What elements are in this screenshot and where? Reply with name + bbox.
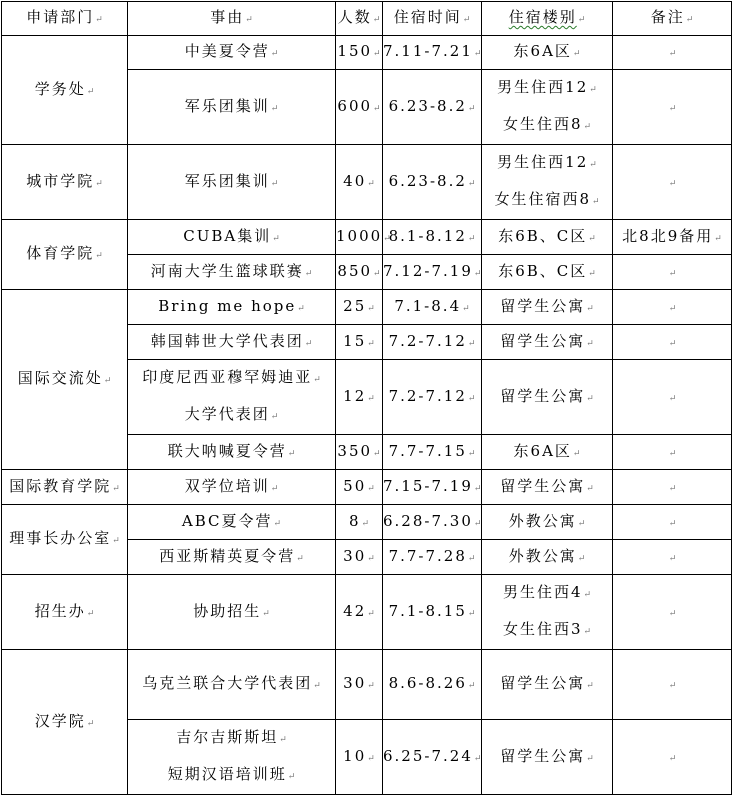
header-dept: 申请部门↵	[2, 2, 128, 36]
table-body	[2, 36, 732, 795]
note-cell: ↵	[613, 70, 732, 145]
time-cell: 6.23-8.2↵	[383, 70, 482, 145]
table-row	[2, 36, 732, 70]
note-cell: ↵	[613, 575, 732, 650]
time-cell: 7.15-7.19↵	[383, 470, 482, 505]
note-cell: ↵	[613, 470, 732, 505]
event-cell: 西亚斯精英夏令营↵	[128, 540, 336, 575]
time-cell: 6.25-7.24↵	[383, 720, 482, 795]
building-cell: 男生住西4↵ 女生住西3↵	[482, 575, 613, 650]
note-cell: ↵	[613, 360, 732, 435]
note-cell: 北8北9备用↵	[613, 220, 732, 255]
time-cell: 6.23-8.2↵	[383, 145, 482, 220]
count-cell: 350↵	[336, 435, 383, 470]
building-cell: 男生住西12↵ 女生住西8↵	[482, 70, 613, 145]
time-cell: 7.11-7.21↵	[383, 36, 482, 70]
building-cell: 留学生公寓↵	[482, 290, 613, 325]
note-cell: ↵	[613, 325, 732, 360]
event-cell: ABC夏令营↵	[128, 505, 336, 540]
table-row	[2, 505, 732, 540]
event-cell: Bring me hope↵	[128, 290, 336, 325]
building-cell: 东6B、C区↵	[482, 220, 613, 255]
event-cell: 军乐团集训↵	[128, 70, 336, 145]
dept-cell: 理事长办公室↵	[2, 505, 128, 575]
event-cell: 双学位培训↵	[128, 470, 336, 505]
time-cell: 7.1-8.4↵	[383, 290, 482, 325]
count-cell: 1000↵	[336, 220, 383, 255]
header-note: 备注↵	[613, 2, 732, 36]
table-row	[2, 145, 732, 220]
time-cell: 7.7-7.15↵	[383, 435, 482, 470]
building-cell: 外教公寓↵	[482, 505, 613, 540]
count-cell: 600↵	[336, 70, 383, 145]
count-cell: 40↵	[336, 145, 383, 220]
table-row	[2, 650, 732, 720]
note-cell: ↵	[613, 290, 732, 325]
note-cell: ↵	[613, 720, 732, 795]
time-cell: 7.12-7.19↵	[383, 255, 482, 290]
note-cell: ↵	[613, 145, 732, 220]
note-cell: ↵	[613, 435, 732, 470]
count-cell: 15↵	[336, 325, 383, 360]
time-cell: 6.28-7.30↵	[383, 505, 482, 540]
note-cell: ↵	[613, 255, 732, 290]
count-cell: 30↵	[336, 540, 383, 575]
building-cell: 东6A区↵	[482, 435, 613, 470]
count-cell: 25↵	[336, 290, 383, 325]
header-event: 事由↵	[128, 2, 336, 36]
header-building: 住宿楼别↵	[482, 2, 613, 36]
event-cell: 中美夏令营↵	[128, 36, 336, 70]
note-cell: ↵	[613, 650, 732, 720]
building-cell: 男生住西12↵ 女生住宿西8↵	[482, 145, 613, 220]
building-cell: 留学生公寓↵	[482, 470, 613, 505]
event-cell: 印度尼西亚穆罕姆迪亚↵ 大学代表团↵	[128, 360, 336, 435]
building-cell: 留学生公寓↵	[482, 650, 613, 720]
time-cell: 8.1-8.12↵	[383, 220, 482, 255]
note-cell: ↵	[613, 36, 732, 70]
count-cell: 50↵	[336, 470, 383, 505]
table-row	[2, 290, 732, 325]
event-cell: 协助招生↵	[128, 575, 336, 650]
building-cell: 留学生公寓↵	[482, 720, 613, 795]
lodging-table	[1, 1, 732, 795]
building-cell: 留学生公寓↵	[482, 360, 613, 435]
header-count: 人数↵	[336, 2, 383, 36]
count-cell: 150↵	[336, 36, 383, 70]
count-cell: 12↵	[336, 360, 383, 435]
event-cell: 吉尔吉斯斯坦↵ 短期汉语培训班↵	[128, 720, 336, 795]
event-cell: 韩国韩世大学代表团↵	[128, 325, 336, 360]
event-cell: CUBA集训↵	[128, 220, 336, 255]
event-cell: 乌克兰联合大学代表团↵	[128, 650, 336, 720]
table-row	[2, 470, 732, 505]
note-cell: ↵	[613, 540, 732, 575]
event-cell: 河南大学生篮球联赛↵	[128, 255, 336, 290]
count-cell: 850↵	[336, 255, 383, 290]
dept-cell: 国际教育学院↵	[2, 470, 128, 505]
time-cell: 7.1-8.15↵	[383, 575, 482, 650]
building-cell: 东6A区↵	[482, 36, 613, 70]
dept-cell: 国际交流处↵	[2, 290, 128, 470]
event-cell: 军乐团集训↵	[128, 145, 336, 220]
header-time: 住宿时间↵	[383, 2, 482, 36]
table-row	[2, 220, 732, 255]
dept-cell: 招生办↵	[2, 575, 128, 650]
time-cell: 7.2-7.12↵	[383, 325, 482, 360]
count-cell: 8↵	[336, 505, 383, 540]
dept-cell: 城市学院↵	[2, 145, 128, 220]
count-cell: 30↵	[336, 650, 383, 720]
note-cell: ↵	[613, 505, 732, 540]
count-cell: 10↵	[336, 720, 383, 795]
time-cell: 7.2-7.12↵	[383, 360, 482, 435]
table-row	[2, 575, 732, 650]
header-row	[2, 2, 732, 36]
building-cell: 外教公寓↵	[482, 540, 613, 575]
event-cell: 联大呐喊夏令营↵	[128, 435, 336, 470]
building-cell: 留学生公寓↵	[482, 325, 613, 360]
dept-cell: 汉学院↵	[2, 650, 128, 795]
count-cell: 42↵	[336, 575, 383, 650]
time-cell: 8.6-8.26↵	[383, 650, 482, 720]
time-cell: 7.7-7.28↵	[383, 540, 482, 575]
dept-cell: 体育学院↵	[2, 220, 128, 290]
building-cell: 东6B、C区↵	[482, 255, 613, 290]
dept-cell: 学务处↵	[2, 36, 128, 145]
